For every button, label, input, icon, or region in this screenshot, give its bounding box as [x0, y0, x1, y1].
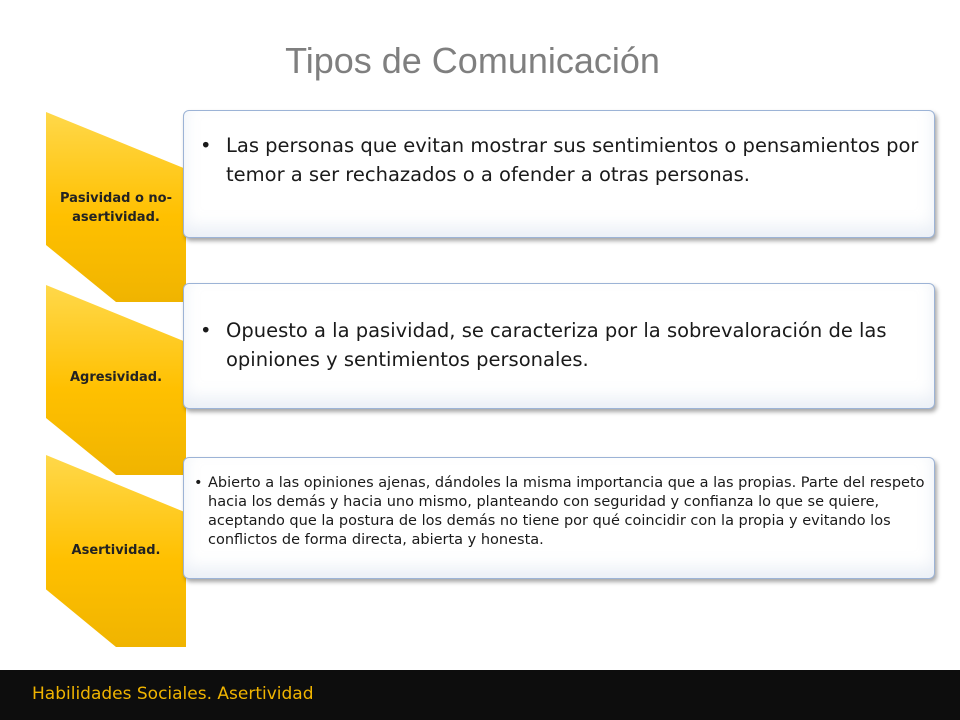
chevron-label: Pasividad o no-asertividad. — [59, 191, 173, 225]
description-text: Las personas que evitan mostrar sus sentimientos o pensamientos por temor a ser rechazados o a ofender a otras personas. — [226, 134, 919, 186]
bullet-icon: • — [194, 475, 203, 491]
description-text: Opuesto a la pasividad, se caracteriza por la sobrevaloración de las opiniones y sentimientos personales. — [226, 319, 887, 371]
footer-bar — [0, 670, 960, 720]
footer-text: Habilidades Sociales. Asertividad — [32, 684, 314, 704]
bullet-icon: • — [200, 319, 212, 342]
bullet-icon: • — [200, 134, 212, 157]
chevron-label: Agresividad. — [69, 369, 163, 385]
description-card — [183, 457, 935, 579]
description-card — [183, 110, 935, 238]
description-card — [183, 283, 935, 409]
description-text: Abierto a las opiniones ajenas, dándoles la misma importancia que a las propias. Parte del respeto hacia los demás y hacia uno mismo, planteando con seguridad y confianza lo que se quiere, aceptando que la postura de los demás no tiene por qué coincidir con la propia y evitando los conflictos de forma directa, abierta y honesta. — [208, 475, 925, 548]
slide-title: Tipos de Comunicación — [285, 40, 660, 81]
chevron-label: Asertividad. — [71, 542, 161, 558]
